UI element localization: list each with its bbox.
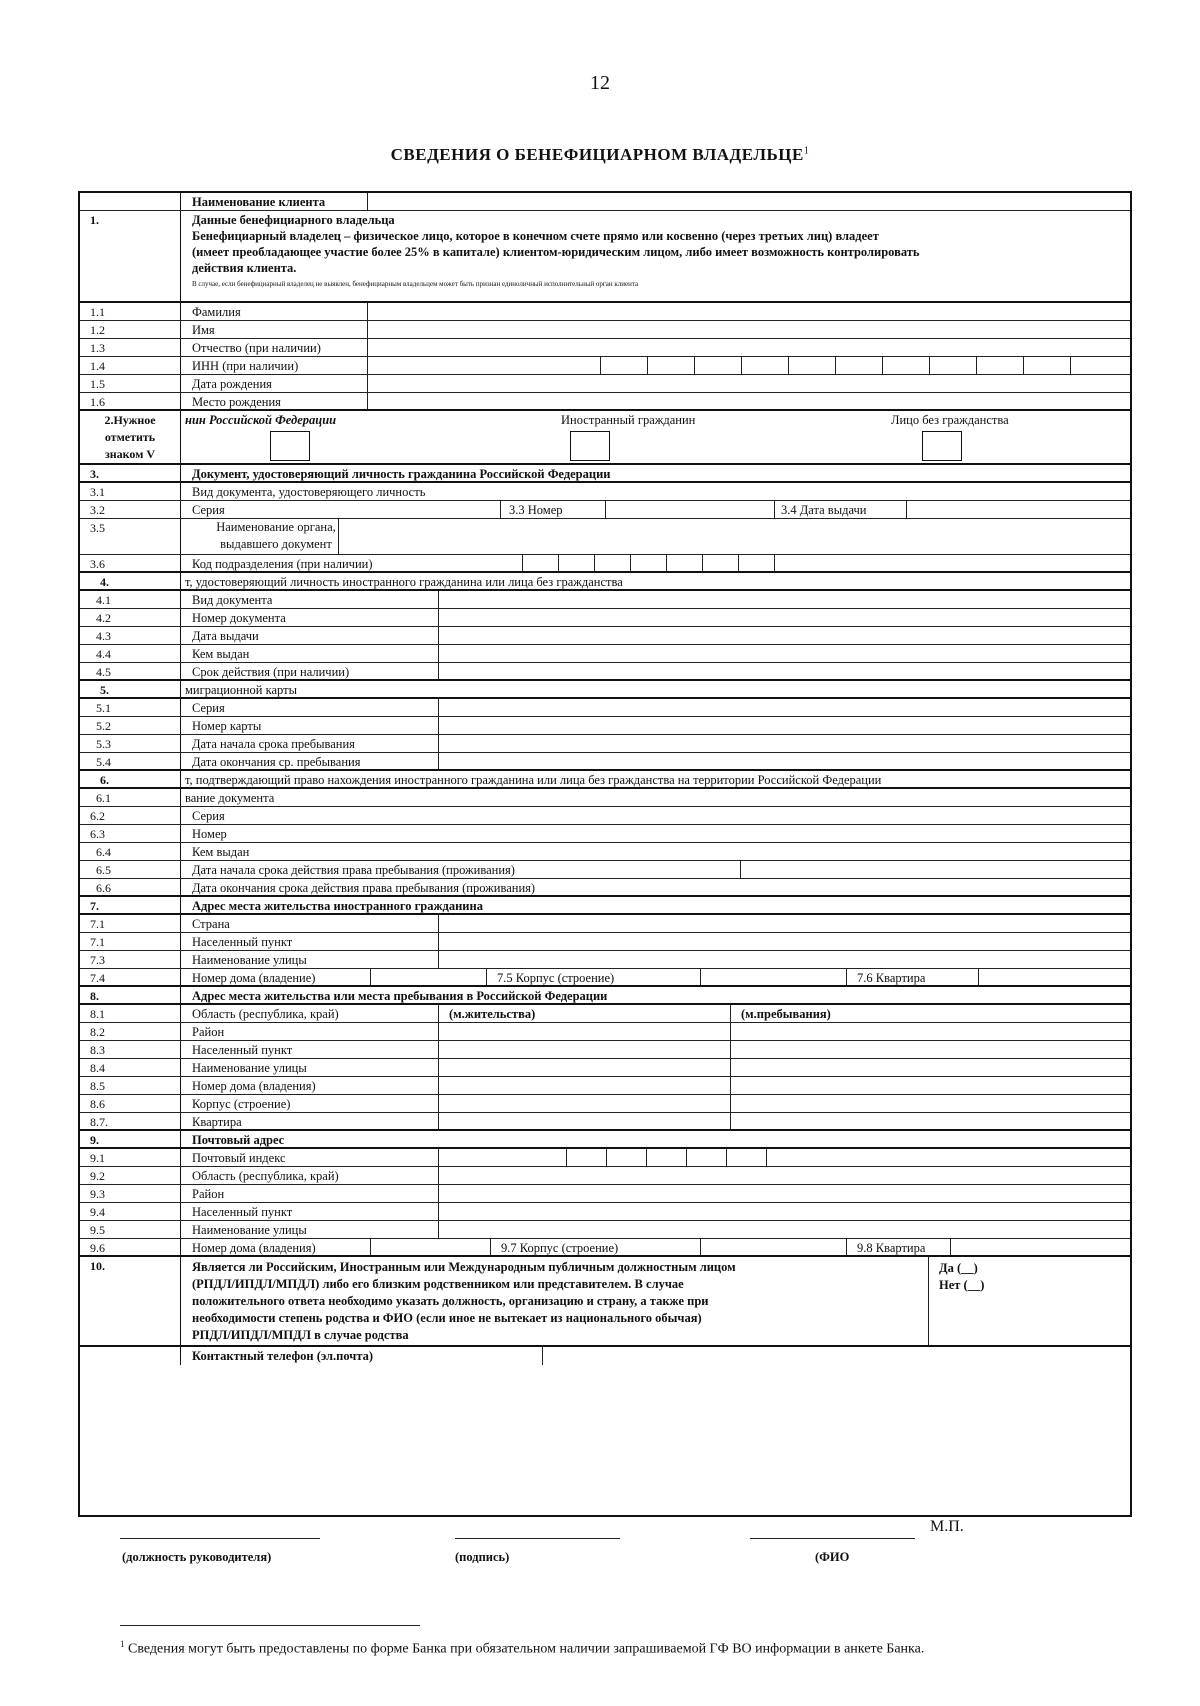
row-8-7 [80, 1113, 1130, 1131]
signature-line[interactable] [455, 1538, 620, 1539]
section-10-number: 10. [80, 1257, 181, 1345]
row-label: Кем выдан [192, 845, 250, 859]
row-9-1 [80, 1149, 1130, 1167]
row-number: 8.2 [80, 1023, 181, 1040]
row-number: 1.2 [80, 321, 181, 338]
row-label: Дата окончания ср. пребывания [192, 755, 361, 769]
section-1-definition-3: действия клиента. [192, 261, 297, 275]
row-number: 8.1 [80, 1005, 181, 1022]
row-number: 9.5 [80, 1221, 181, 1238]
option-foreign-label: Иностранный гражданин [561, 413, 696, 427]
row-1-5 [80, 375, 1130, 393]
row-number: 5.3 [80, 735, 181, 752]
row-3-1 [80, 483, 1130, 501]
number-label: 3.3 Номер [509, 503, 563, 517]
row-9-6 [80, 1239, 1130, 1257]
row-6-4 [80, 843, 1130, 861]
row-label [185, 519, 356, 553]
row-9-5 [80, 1221, 1130, 1239]
row-label: Наименование улицы [192, 1223, 307, 1237]
row-number: 1.1 [80, 303, 181, 320]
row-number: 4.5 [80, 663, 181, 679]
section-1-heading: Данные бенефициарного владельца [192, 213, 395, 227]
row-7-1 [80, 915, 1130, 933]
row-number: 6.6 [80, 879, 181, 895]
row-4-4 [80, 645, 1130, 663]
row-label: Вид документа [192, 593, 273, 607]
row-5-3 [80, 735, 1130, 753]
section-5-number: 5. [80, 681, 181, 697]
row-number: 1.4 [80, 357, 181, 374]
client-name-row [80, 193, 1130, 211]
row-label: ИНН (при наличии) [192, 359, 299, 373]
section-9-heading: Почтовый адрес [192, 1133, 285, 1147]
row-7-3 [80, 951, 1130, 969]
row-label: Дата начала срока действия права пребывания (проживания) [192, 863, 515, 877]
row-label: Дата выдачи [192, 629, 259, 643]
row-number: 7.3 [80, 951, 181, 968]
row-number: 7.4 [80, 969, 181, 985]
row-label: Дата начала срока пребывания [192, 737, 355, 751]
section-5-heading: миграционной карты [185, 683, 297, 697]
section-1-header [80, 211, 1130, 303]
row-9-2 [80, 1167, 1130, 1185]
row-label-line-2: выдавшего документ [220, 537, 332, 551]
row-number: 7.1 [80, 933, 181, 950]
section-2-number-line-2: отметить [104, 430, 156, 444]
row-6-1 [80, 789, 1130, 807]
row-6-3 [80, 825, 1130, 843]
row-number: 3.5 [80, 519, 181, 554]
row-label-line-1: Наименование органа, [216, 520, 336, 534]
row-label: Наименование улицы [192, 1061, 307, 1075]
row-label: Корпус (строение) [192, 1097, 291, 1111]
row-number: 3.1 [80, 483, 181, 500]
section-8-heading: Адрес места жительства или места пребывания в Российской Федерации [192, 989, 608, 1003]
row-label: Номер дома (владения) [192, 1079, 316, 1093]
row-9-3 [80, 1185, 1130, 1203]
residence-column-label: (м.жительства) [449, 1007, 536, 1021]
footnote-mark: 1 [120, 1639, 125, 1649]
row-4-3 [80, 627, 1130, 645]
row-7-4 [80, 969, 1130, 987]
row-label: Срок действия (при наличии) [192, 665, 350, 679]
option-foreign-checkbox[interactable] [570, 431, 610, 461]
section-4-header [80, 573, 1130, 591]
row-label: Район [192, 1025, 225, 1039]
row-label: Почтовый индекс [192, 1151, 286, 1165]
row-number: 6.5 [80, 861, 181, 878]
section-3-number: 3. [80, 465, 181, 481]
row-number: 8.3 [80, 1041, 181, 1058]
option-rf-citizen-checkbox[interactable] [270, 431, 310, 461]
row-8-6 [80, 1095, 1130, 1113]
row-number: 3.2 [80, 501, 181, 518]
issue-date-label: 3.4 Дата выдачи [781, 503, 867, 517]
row-8-5 [80, 1077, 1130, 1095]
beneficiary-form [78, 191, 1132, 1517]
row-label: Дата рождения [192, 377, 272, 391]
row-label: Населенный пункт [192, 935, 293, 949]
row-number [80, 193, 181, 210]
row-label: Фамилия [192, 305, 241, 319]
section-10-question [181, 1259, 736, 1344]
row-8-3 [80, 1041, 1130, 1059]
section-8-header [80, 987, 1130, 1005]
row-number: 6.1 [80, 789, 181, 806]
section-2-number-line-1: 2.Нужное [104, 413, 156, 427]
row-label: Дата окончания срока действия права пребывания (проживания) [192, 881, 536, 895]
row-number: 5.1 [80, 699, 181, 716]
section-5-header [80, 681, 1130, 699]
row-label: Место рождения [192, 395, 281, 409]
row-label: Отчество (при наличии) [192, 341, 321, 355]
row-3-5 [80, 519, 1130, 555]
section-4-heading: т, удостоверяющий личность иностранного гражданина или лица без гражданства [185, 575, 623, 589]
row-label: Область (республика, край) [192, 1169, 339, 1183]
row-7-2 [80, 933, 1130, 951]
section-4-number: 4. [80, 573, 181, 589]
row-6-6 [80, 879, 1130, 897]
position-caption: (должность руководителя) [122, 1550, 272, 1564]
row-number: 8.6 [80, 1095, 181, 1112]
row-label: Вид документа, удостоверяющего личность [192, 485, 426, 499]
row-number: 6.3 [80, 825, 181, 842]
row-number: 3.6 [80, 555, 181, 571]
row-6-2 [80, 807, 1130, 825]
section-10-line-2: (РПДЛ/ИПДЛ/МПДЛ) либо его близким родственником или представителем. В случае [192, 1277, 684, 1291]
stay-column-label: (м.пребывания) [741, 1007, 831, 1021]
building-label: 9.7 Корпус (строение) [501, 1241, 619, 1255]
option-stateless-checkbox[interactable] [922, 431, 962, 461]
row-number: 9.4 [80, 1203, 181, 1220]
footnote [120, 1635, 1140, 1659]
yes-option[interactable]: Да (__) [939, 1261, 978, 1275]
row-label: Квартира [192, 1115, 242, 1129]
section-3-heading: Документ, удостоверяющий личность гражданина Российской Федерации [192, 467, 611, 481]
apartment-label: 9.8 Квартира [857, 1241, 926, 1255]
row-4-1 [80, 591, 1130, 609]
row-number: 1.5 [80, 375, 181, 392]
row-label: Кем выдан [192, 647, 250, 661]
section-10-line-5: РПДЛ/ИПДЛ/МПДЛ в случае родства [192, 1328, 409, 1342]
section-1-number: 1. [80, 211, 181, 301]
row-label: Страна [192, 917, 230, 931]
section-9-header [80, 1131, 1130, 1149]
row-number: 1.3 [80, 339, 181, 356]
row-number: 4.3 [80, 627, 181, 644]
title-footnote-mark: 1 [803, 145, 810, 157]
row-label: Номер дома (владение) [192, 971, 316, 985]
row-8-4 [80, 1059, 1130, 1077]
row-label: Область (республика, край) [192, 1007, 339, 1021]
row-number: 4.2 [80, 609, 181, 626]
row-6-5 [80, 861, 1130, 879]
row-1-6 [80, 393, 1130, 411]
row-number: 4.1 [80, 591, 181, 608]
section-8-number: 8. [80, 987, 181, 1003]
section-1-definition-1: Бенефициарный владелец – физическое лицо, которое в конечном счете прямо или косвенно (через третьих лиц) владеет [192, 229, 879, 243]
contact-row [80, 1347, 1130, 1365]
section-1-text [181, 212, 920, 292]
row-label: Номер [192, 827, 227, 841]
document-title [0, 145, 1200, 165]
stamp-label: М.П. [930, 1518, 964, 1535]
row-label: Населенный пункт [192, 1205, 293, 1219]
row-4-5 [80, 663, 1130, 681]
section-2-number-line-3: знаком V [104, 447, 156, 461]
row-number: 5.2 [80, 717, 181, 734]
section-10-line-4: необходимости степень родства и ФИО (если иное не вытекает из национального обычая) [192, 1311, 702, 1325]
row-number [80, 1347, 181, 1365]
row-number: 9.3 [80, 1185, 181, 1202]
contact-label: Контактный телефон (эл.почта) [192, 1349, 374, 1363]
building-label: 7.5 Корпус (строение) [497, 971, 615, 985]
no-option[interactable]: Нет (__) [939, 1278, 985, 1292]
row-8-1 [80, 1005, 1130, 1023]
row-label: Номер документа [192, 611, 286, 625]
row-1-3 [80, 339, 1130, 357]
section-7-number: 7. [80, 897, 181, 913]
row-1-2 [80, 321, 1130, 339]
section-9-number: 9. [80, 1131, 181, 1147]
option-stateless-label: Лицо без гражданства [891, 413, 1009, 427]
section-1-definition-2: (имеет преобладающее участие более 25% в капитале) клиентом-юридическим лицом, либо имеет возможность контролировать [192, 245, 920, 259]
row-1-1 [80, 303, 1130, 321]
row-number: 4.4 [80, 645, 181, 662]
row-label: Населенный пункт [192, 1043, 293, 1057]
row-number: 6.4 [80, 843, 181, 860]
row-5-2 [80, 717, 1130, 735]
row-number: 8.5 [80, 1077, 181, 1094]
row-label: Номер карты [192, 719, 262, 733]
section-10-pep [80, 1257, 1130, 1347]
row-5-1 [80, 699, 1130, 717]
section-10-line-1: Является ли Российским, Иностранным или Международным публичным должностным лицом [192, 1260, 736, 1274]
row-number: 5.4 [80, 753, 181, 769]
row-4-2 [80, 609, 1130, 627]
position-line[interactable] [120, 1538, 320, 1539]
footnote-divider [120, 1625, 420, 1626]
client-name-field[interactable] [367, 193, 1130, 210]
row-number: 8.7. [80, 1113, 181, 1129]
row-9-4 [80, 1203, 1130, 1221]
section-1-note: В случае, если бенефициарный владелец не выявлен, бенефициарным владельцем может быть признан единоличный исполнительный орган клиента [192, 280, 639, 288]
row-label: Номер дома (владения) [192, 1241, 316, 1255]
name-line[interactable] [750, 1538, 915, 1539]
client-name-label: Наименование клиента [192, 195, 326, 209]
row-number: 8.4 [80, 1059, 181, 1076]
row-label: Серия [192, 701, 225, 715]
row-number: 1.6 [80, 393, 181, 409]
row-8-2 [80, 1023, 1130, 1041]
footnote-text: Сведения могут быть предоставлены по форме Банка при обязательном наличии запрашиваемой ГФ ВО информации в анкете Банка. [128, 1641, 925, 1657]
row-1-4 [80, 357, 1130, 375]
row-number: 7.1 [80, 915, 181, 932]
row-label: Серия [192, 503, 225, 517]
row-label: Наименование улицы [192, 953, 307, 967]
section-7-header [80, 897, 1130, 915]
row-number: 9.6 [80, 1239, 181, 1255]
section-10-line-3: положительного ответа необходимо указать должность, организацию и страну, а также при [192, 1294, 709, 1308]
apartment-label: 7.6 Квартира [857, 971, 926, 985]
section-7-heading: Адрес места жительства иностранного гражданина [192, 899, 483, 913]
section-3-header [80, 465, 1130, 483]
signature-caption: (подпись) [455, 1550, 510, 1564]
row-3-6 [80, 555, 1130, 573]
row-3-2 [80, 501, 1130, 519]
row-label: Район [192, 1187, 225, 1201]
name-caption: (ФИО [815, 1550, 850, 1564]
row-number: 9.1 [80, 1149, 181, 1166]
row-5-4 [80, 753, 1130, 771]
row-number: 6.2 [80, 807, 181, 824]
section-6-number: 6. [80, 771, 181, 787]
row-number: 9.2 [80, 1167, 181, 1184]
row-label: Серия [192, 809, 225, 823]
title-text: СВЕДЕНИЯ О БЕНЕФИЦИАРНОМ ВЛАДЕЛЬЦЕ [390, 145, 804, 164]
option-rf-citizen-label: нин Российской Федерации [185, 413, 337, 427]
row-label: вание документа [185, 791, 275, 805]
page-number: 12 [590, 72, 610, 94]
section-6-header [80, 771, 1130, 789]
row-label: Код подразделения (при наличии) [192, 557, 373, 571]
section-2-citizenship [80, 411, 1130, 465]
section-6-heading: т, подтверждающий право нахождения иностранного гражданина или лица без гражданства на территории Российской Федерации [185, 773, 882, 787]
section-2-number [80, 411, 181, 463]
row-label: Имя [192, 323, 215, 337]
